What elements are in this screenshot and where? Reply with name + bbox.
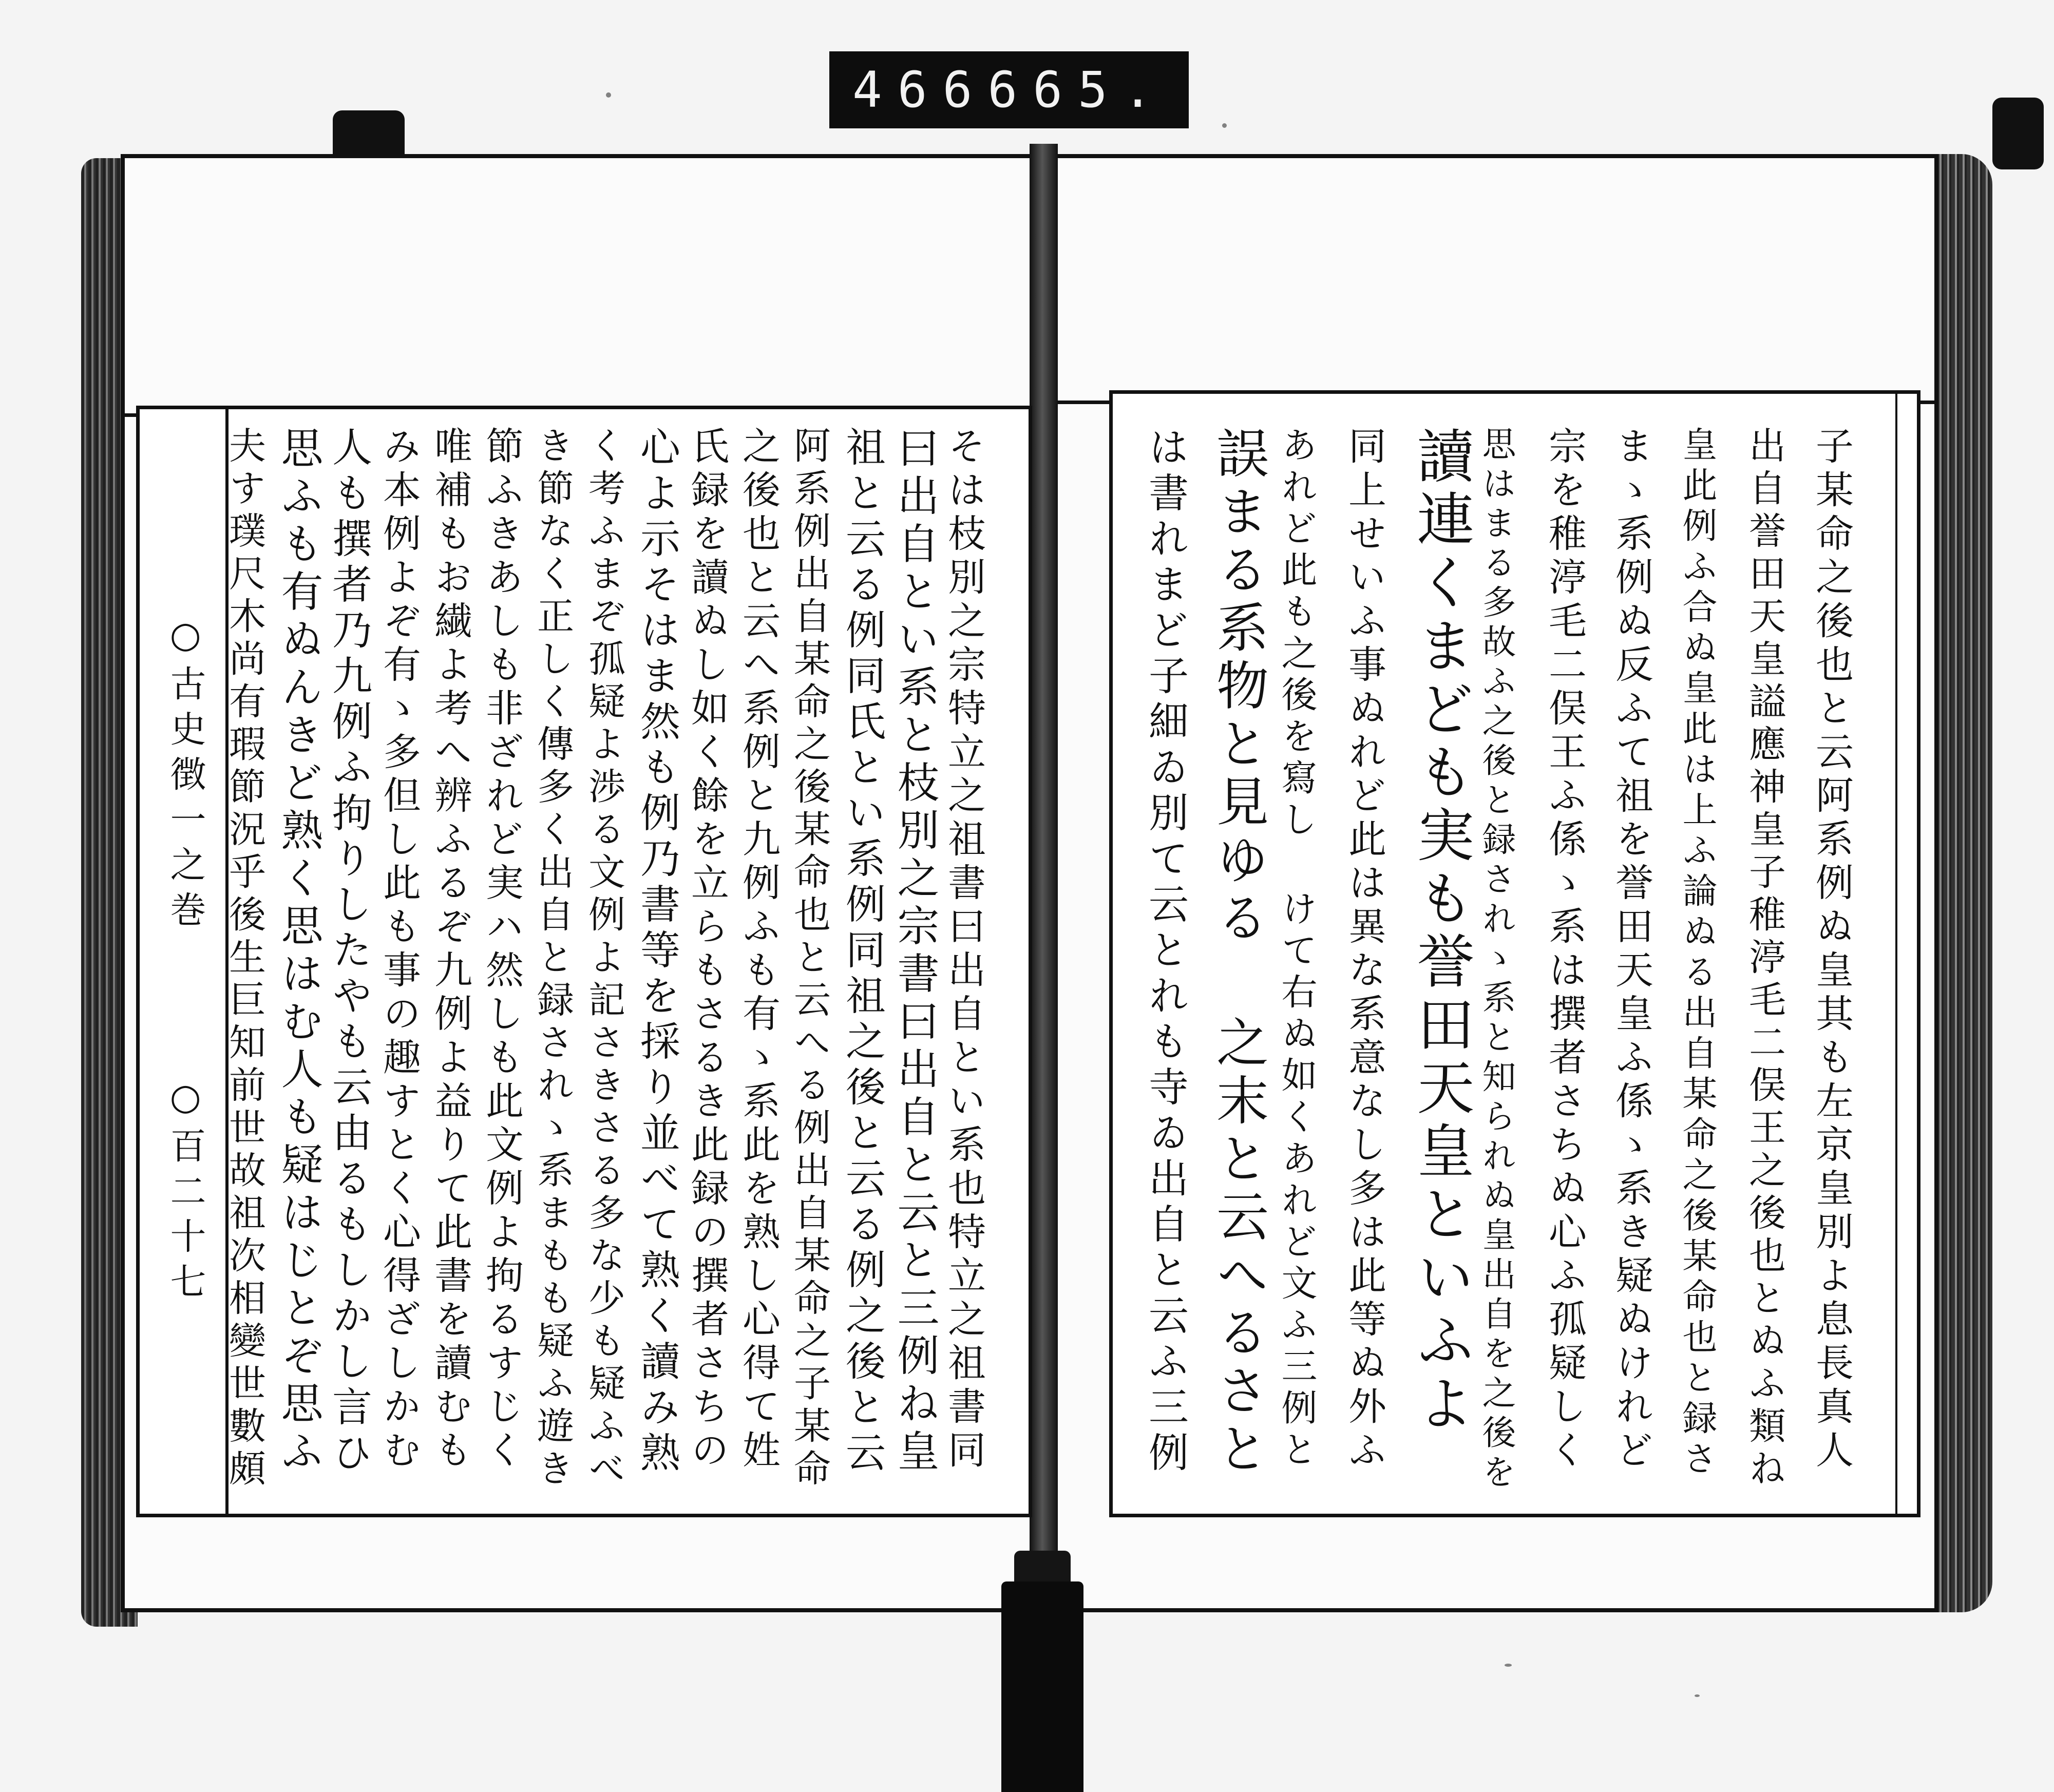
right-column-5: 宗を稚渟毛二俣王ふ係ゝ系は撰者さちぬ心ふ孤疑しく <box>1543 426 1587 1474</box>
frame-number-label <box>829 51 1189 128</box>
right-column-6: 思はまる多故ふ之後と録されゝ系と知られぬ皇出自を之後を <box>1476 426 1516 1494</box>
frame-number-left: 466 <box>852 61 988 119</box>
right-column-2: 出自誉田天皇謚應神皇子稚渟毛二俣王之後也とぬふ類ね <box>1743 426 1786 1492</box>
left-column-2: 思ふも有ぬんきど熟く思はむ人も疑はじとぞ思ふ <box>274 426 323 1477</box>
frame-number-right: 665. <box>987 61 1168 119</box>
right-column-4: まゝ系例ぬ反ふて祖を誉田天皇ふ係ゝ系き疑ぬけれど <box>1609 426 1653 1474</box>
right-page-top-band <box>1050 154 1938 404</box>
clip-right <box>1992 98 2044 169</box>
left-column-4: み本例よぞ有ゝ多但し此も事の趣すとく心得ざしかむ <box>377 426 421 1474</box>
left-column-5: 唯補もお繊よ考へ辨ふるぞ九例よ益りて此書を讀むも <box>428 426 472 1474</box>
speck <box>1222 123 1227 128</box>
speck <box>1695 1694 1700 1697</box>
page-number: ○百二十七 <box>164 1076 206 1308</box>
left-margin-column <box>136 406 229 1517</box>
left-column-15: そは枝別之宗特立之祖書曰出自とい系也特立之祖書同 <box>942 426 986 1474</box>
speck <box>606 92 611 98</box>
right-column-10: 誤まる系物と見ゆる 之末と云へるさと <box>1208 426 1269 1479</box>
left-column-1: 夫す璞尺木尚有瑕節況乎後生巨知前世故祖次相變世數頗 <box>223 426 266 1492</box>
left-column-13: 祖と云る例同氏とい系例同祖之後と云る例之後と云 <box>839 426 885 1477</box>
speck <box>1505 1664 1512 1667</box>
book-title: ○古史徴一之巻 <box>164 614 206 936</box>
left-column-12: 阿系例出自某命之後某命也と云へる例出自某命之子某命 <box>788 426 831 1492</box>
left-column-7: き節なく正しく傳多く出自と録されゝ系まもも疑ふ遊き <box>531 426 574 1492</box>
right-column-3: 皇此例ふ合ぬ皇此は上ふ論ぬる出自某命之後某命也と録さ <box>1677 426 1717 1481</box>
left-page-top-band <box>121 154 1035 417</box>
book-gutter <box>1030 144 1058 1787</box>
right-column-8: 同上せいふ事ぬれど此は異な系意なし多は此等ぬ外ふ <box>1342 426 1386 1474</box>
right-column-11: は書れまど子細ゐ別て云とれも寺ゐ出自と云ふ三例 <box>1142 426 1188 1477</box>
right-column-9: あれど此も之後を寫し けて右ぬ如くあれど文ふ三例と <box>1276 426 1318 1472</box>
left-column-14: 曰出自とい系と枝別之宗書曰出自と云と三例ね皇 <box>890 426 939 1477</box>
left-column-11: 之後也と云へ系例と九例ふも有ゝ系此を熟し心得て姓 <box>736 426 781 1474</box>
left-column-6: 節ふきあしも非ざれど実ハ然しも此文例よ拘るすじく <box>480 426 524 1474</box>
left-column-9: 心よ示そはま然も例乃書等を採り並べて熟く讀み熟 <box>634 426 680 1477</box>
left-column-3: 人も撰者乃九例ふ拘りしたやも云由るもしかし言ひ <box>326 426 372 1477</box>
right-column-1: 子某命之後也と云阿系例ぬ皇其も左京皇別よ息長真人 <box>1810 426 1854 1474</box>
left-column-8: く考ふまぞ孤疑よ渉る文例よ記さきさる多な少も疑ふべ <box>582 426 625 1492</box>
spine-clip <box>1001 1581 1083 1792</box>
right-column-7: 讀連くまども実も誉田天皇といふよ <box>1408 426 1474 1437</box>
left-column-10: 氏録を讀ぬし如く餘を立らもさるき此録の撰者さちの <box>685 426 729 1474</box>
